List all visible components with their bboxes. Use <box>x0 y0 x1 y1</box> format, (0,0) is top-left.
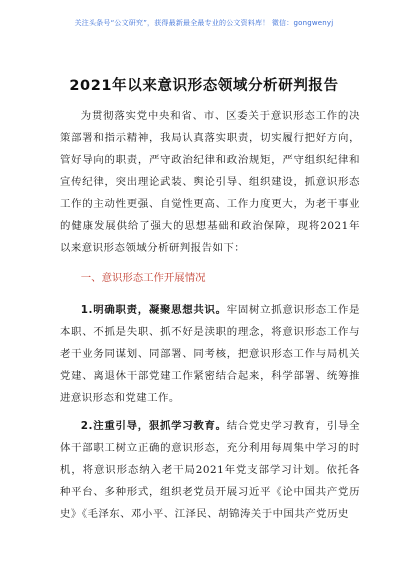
item-2-body: 结合党史学习教育，引导全体干部职工树立正确的意识形态，充分利用每周集中学习的时机，将意识形态纳入老干局2021年党支部学习计划。依托各种平台、多种形式，组织老党员开展习近平《论中国共产党历史》《毛泽东、邓小平、江泽民、胡锦涛关于中国共产党历史 <box>60 420 360 520</box>
item-1-lead: 1.明确职责，凝聚思想共识。 <box>80 304 227 316</box>
item-1-paragraph <box>60 299 360 409</box>
item-2-lead: 2.注重引导，狠抓学习教育。 <box>80 420 227 432</box>
document-body <box>60 105 360 531</box>
section-heading-1: 一、意识形态工作开展情况 <box>80 272 206 284</box>
header-banner: 关注头条号“公文研究”，获得最新最全最专业的公文资料库！ 微信：gongwenyj <box>74 19 334 27</box>
item-2-paragraph <box>60 415 360 525</box>
intro-paragraph: 为贯彻落实党中央和省、市、区委关于意识形态工作的决策部署和指示精神，我局认真落实职责，切实履行把好方向，管好导向的职责，严守政治纪律和政治规矩，严守组织纪律和宣传纪律，突出理论武装、舆论引导、组织建设，抓意识形态工作的主动性更强、自觉性更高、工作力度更大，为老干事业的健康发展供给了强大的思想基础和政治保障，现将2021年以来意识形态领域分析研判报告如下： <box>60 110 360 254</box>
document-title: 2021年以来意识形态领域分析研判报告 <box>69 78 339 94</box>
item-1-body: 牢固树立抓意识形态工作是本职、不抓是失职、抓不好是渎职的理念，将意识形态工作与老干业务同谋划、同部署、同考核，把意识形态工作与局机关党建、离退休干部党建工作紧密结合起来，科学部署、统筹推进意识形态和党建工作。 <box>60 304 360 404</box>
